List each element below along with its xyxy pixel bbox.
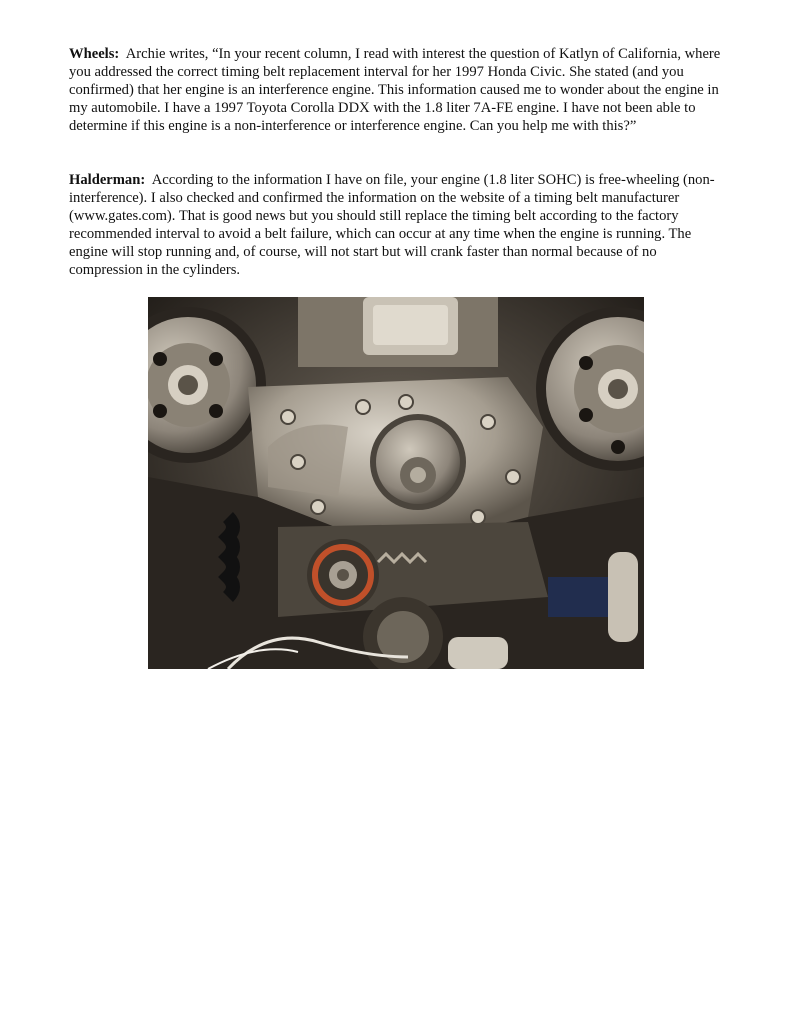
answer-text: According to the information I have on file, your engine (1.8 liter SOHC) is free-wheeling (non-interference). I also checked and confirmed the information on the website of a timing belt manufacturer (www.gates.com). That is good news but you should still replace the timing belt according to the factory recommended interval to avoid a belt failure, which can occur at any time when the engine is running. The engine will stop running and, of course, will not start but will crank faster than normal because of no compression in the cylinders.	[69, 172, 715, 279]
question-text: Archie writes, “In your recent column, I read with interest the question of Katlyn of California, where you addressed the correct timing belt replacement interval for her 1997 Honda Civic. She stated (and you confirmed) that her engine is an interference engine. This information caused me to wonder about the engine in my automobile. I have a 1997 Toyota Corolla DDX with the 1.8 liter 7A-FE engine. I have not been able to determine if this engine is a non-interference or interference engine. Can you help me with this?”	[69, 46, 721, 135]
tensioner-pulley	[307, 539, 379, 611]
water-pump-pulley	[370, 414, 466, 510]
engine-photo-graphic	[148, 297, 644, 669]
engine-photo	[148, 297, 644, 669]
question-paragraph	[69, 45, 729, 135]
question-speaker: Wheels:	[69, 46, 120, 62]
answer-speaker: Halderman:	[69, 172, 146, 188]
answer-paragraph	[69, 171, 729, 280]
